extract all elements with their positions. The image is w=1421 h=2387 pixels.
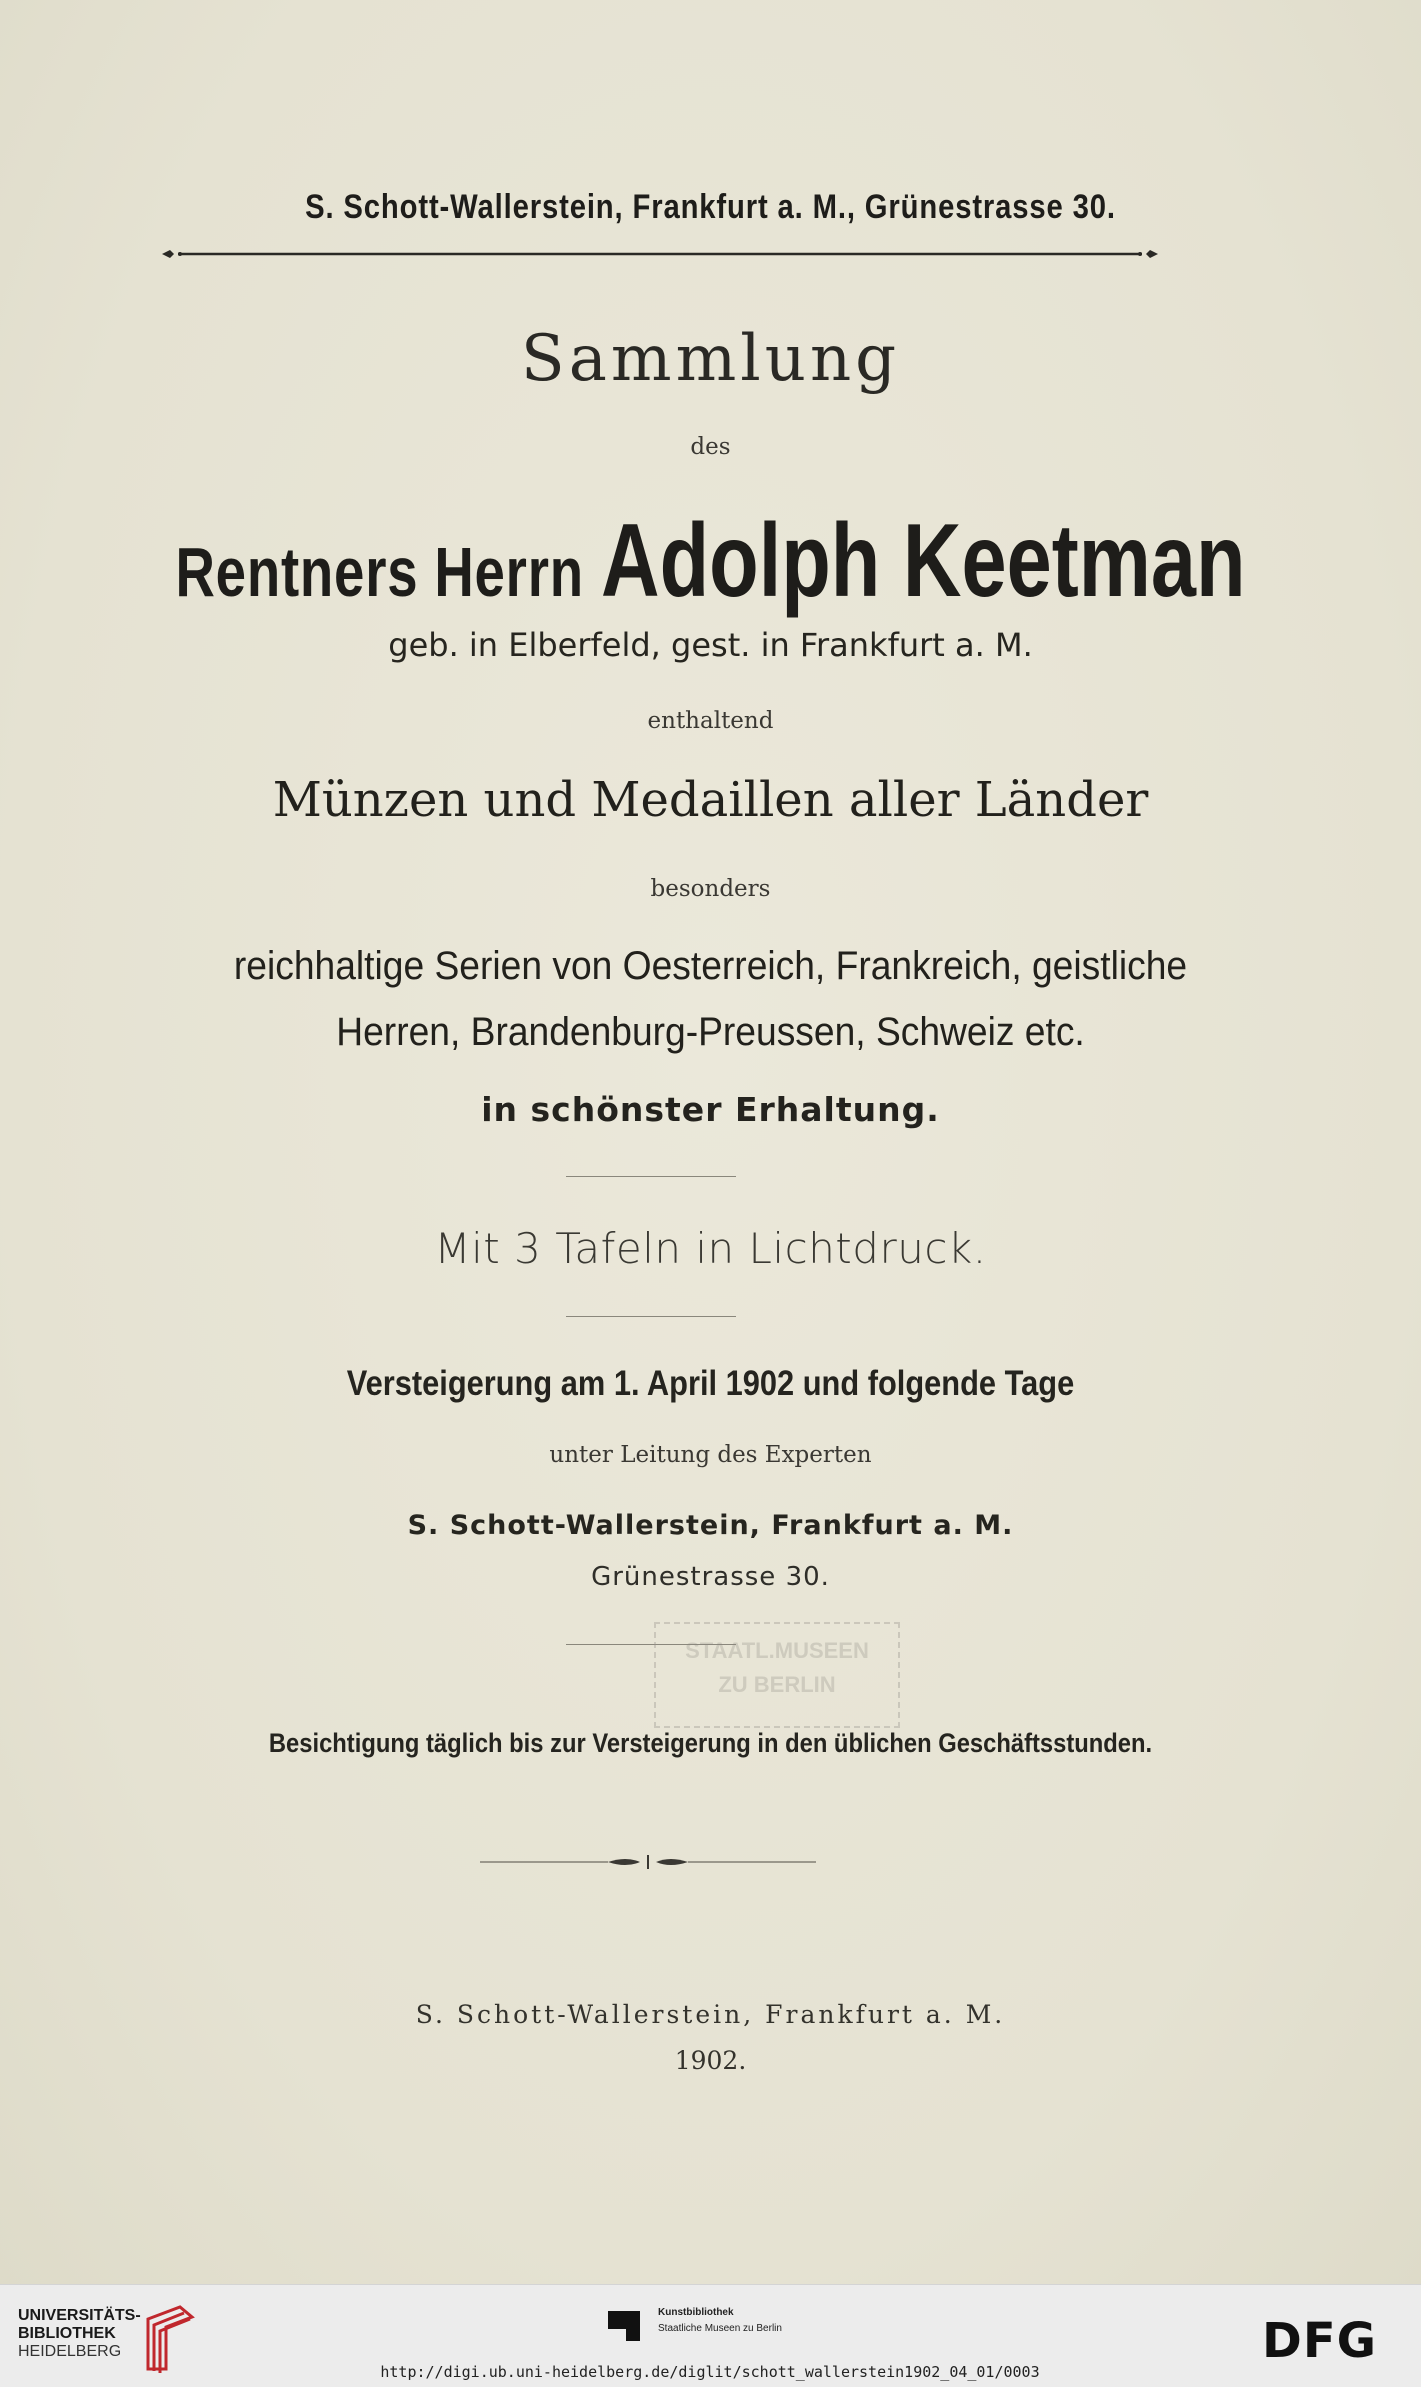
ub-heidelberg-icon	[140, 2299, 200, 2379]
publication-year: 1902.	[674, 2046, 747, 2075]
library-stamp: STAATL.MUSEEN ZU BERLIN	[654, 1622, 900, 1728]
viewer-footer	[0, 2284, 1421, 2387]
condition-line: in schönster Erhaltung.	[481, 1090, 940, 1129]
collector-name: Adolph Keetman	[601, 503, 1246, 619]
collector-prefix: Rentners Herrn	[175, 533, 584, 611]
word-des: des	[690, 434, 731, 460]
header-publisher: S. Schott-Wallerstein, Frankfurt a. M., Grünestrasse 30.	[305, 188, 1116, 226]
expert-name: S. Schott-Wallerstein, Frankfurt a. M.	[407, 1510, 1014, 1541]
dfg-logo[interactable]: DFG	[1262, 2313, 1378, 2369]
kunstbibliothek-icon	[606, 2307, 642, 2343]
birth-death-line: geb. in Elberfeld, gest. in Frankfurt a. M.	[388, 626, 1033, 664]
permalink-url[interactable]: http://digi.ub.uni-heidelberg.de/diglit/schott_wallerstein1902_04_01/0003	[380, 2363, 1040, 2381]
divider-rule	[566, 1316, 736, 1317]
series-line-1: reichhaltige Serien von Oesterreich, Frankreich, geistliche	[233, 944, 1188, 988]
word-enthaltend: enthaltend	[647, 708, 774, 734]
ub-heidelberg-logo[interactable]: UNIVERSITÄTS- BIBLIOTHEK HEIDELBERG	[18, 2307, 141, 2360]
collector-heading	[156, 502, 1264, 621]
plates-line: Mit 3 Tafeln in Lichtdruck.	[434, 1224, 987, 1273]
word-besonders: besonders	[650, 876, 771, 902]
expert-line: unter Leitung des Experten	[549, 1442, 872, 1468]
kunstbibliothek-logo[interactable]: Kunstbibliothek Staatliche Museen zu Berlin	[658, 2307, 782, 2334]
auction-dates: Versteigerung am 1. April 1902 und folgende Tage	[346, 1364, 1075, 1403]
viewing-hours: Besichtigung täglich bis zur Versteigerung in den üblichen Geschäftsstunden.	[268, 1728, 1153, 1758]
divider-rule	[566, 1176, 736, 1177]
series-line-2: Herren, Brandenburg-Preussen, Schweiz etc.	[336, 1010, 1085, 1054]
ornament-divider	[478, 1852, 818, 1872]
imprint: S. Schott-Wallerstein, Frankfurt a. M.	[415, 2000, 1006, 2029]
header-rule-ornament	[160, 244, 1160, 264]
expert-street: Grünestrasse 30.	[591, 1562, 830, 1592]
page-title: Sammlung	[520, 322, 901, 396]
contents-heading: Münzen und Medaillen aller Länder	[272, 772, 1149, 828]
